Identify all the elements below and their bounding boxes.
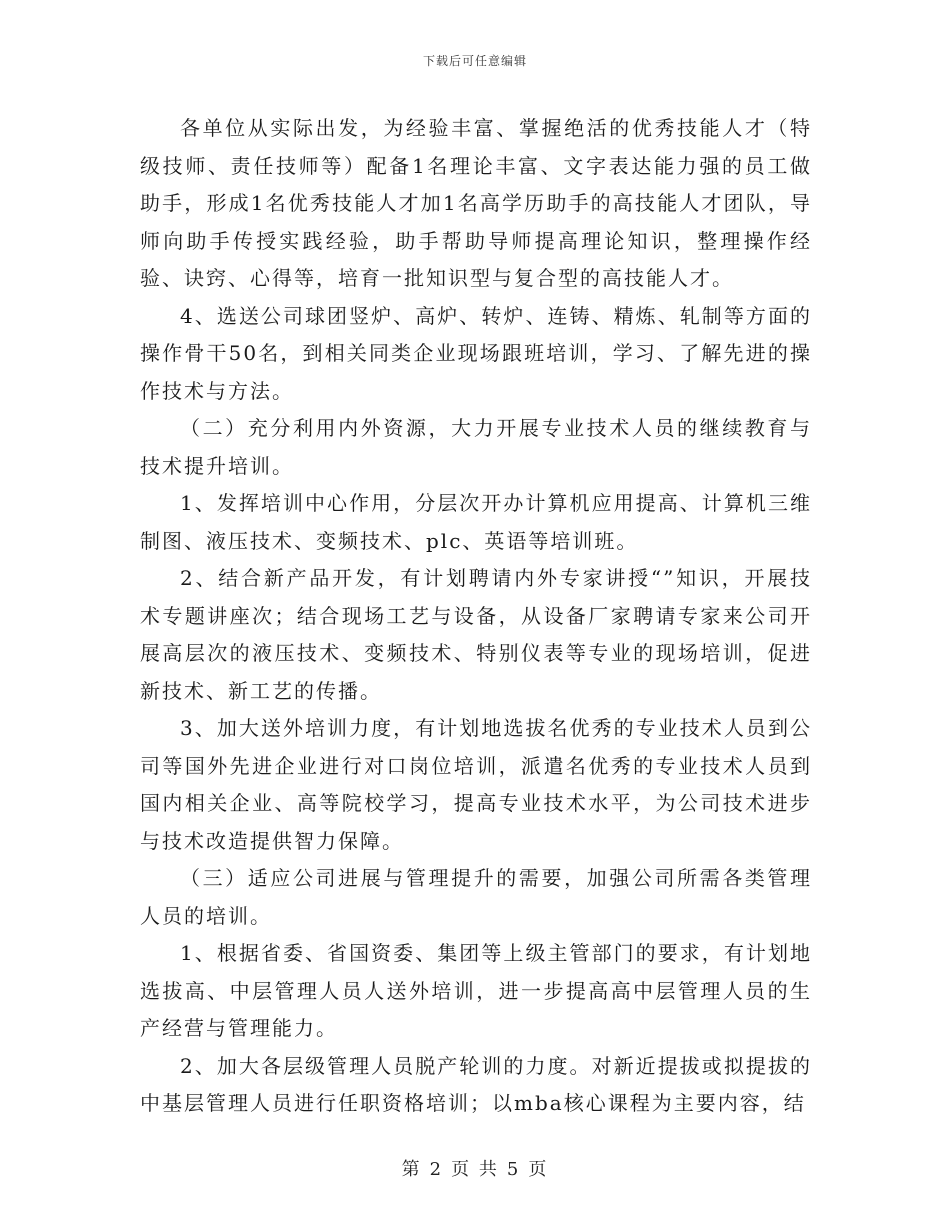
- document-body: [140, 110, 812, 1123]
- footer-prefix: 第: [401, 1159, 422, 1180]
- footer-middle: 页 共: [451, 1159, 499, 1180]
- section-heading-2: （二）充分利用内外资源，大力开展专业技术人员的继续教育与技术提升培训。: [140, 416, 812, 478]
- footer-suffix: 页: [528, 1159, 549, 1180]
- paragraph-item-1-management: 1、根据省委、省国资委、集团等上级主管部门的要求，有计划地选拔高、中层管理人员人送外培训，进一步提高高中层管理人员的生产经营与管理能力。: [140, 941, 812, 1040]
- paragraph-item-3-external-training: 3、加大送外培训力度，有计划地选拔名优秀的专业技术人员到公司等国外先进企业进行对口岗位培训，派遣名优秀的专业技术人员到国内相关企业、高等院校学习，提高专业技术水平，为公司技术进步与技术改造提供智力保障。: [140, 716, 812, 853]
- page-footer: [0, 1155, 950, 1181]
- paragraph-item-2-rotation: 2、加大各层级管理人员脱产轮训的力度。对新近提拔或拟提拔的中基层管理人员进行任职资格培训；以mba核心课程为主要内容，结: [140, 1053, 812, 1115]
- section-heading-3: （三）适应公司进展与管理提升的需要，加强公司所需各类管理人员的培训。: [140, 866, 812, 928]
- footer-total-pages: 5: [506, 1159, 521, 1180]
- paragraph-item-2-new-products: 2、结合新产品开发，有计划聘请内外专家讲授“”知识，开展技术专题讲座次；结合现场工艺与设备，从设备厂家聘请专家来公司开展高层次的液压技术、变频技术、特别仪表等专业的现场培训，促进新技术、新工艺的传播。: [140, 566, 812, 703]
- page-header: 下载后可任意编辑: [422, 54, 527, 68]
- paragraph-item-4: 4、选送公司球团竖炉、高炉、转炉、连铸、精炼、轧制等方面的操作骨干50名，到相关同类企业现场跟班培训，学习、了解先进的操作技术与方法。: [140, 303, 812, 403]
- paragraph-item-1-training-center: 1、发挥培训中心作用，分层次开办计算机应用提高、计算机三维制图、液压技术、变频技术、plc、英语等培训班。: [140, 491, 812, 553]
- footer-page-number: 2: [429, 1159, 444, 1180]
- paragraph-mentor-assistant: 各单位从实际出发，为经验丰富、掌握绝活的优秀技能人才（特级技师、责任技师等）配备1名理论丰富、文字表达能力强的员工做助手，形成1名优秀技能人才加1名高学历助手的高技能人才团队，导师向助手传授实践经验，助手帮助导师提高理论知识，整理操作经验、诀窍、心得等，培育一批知识型与复合型的高技能人才。: [140, 116, 812, 290]
